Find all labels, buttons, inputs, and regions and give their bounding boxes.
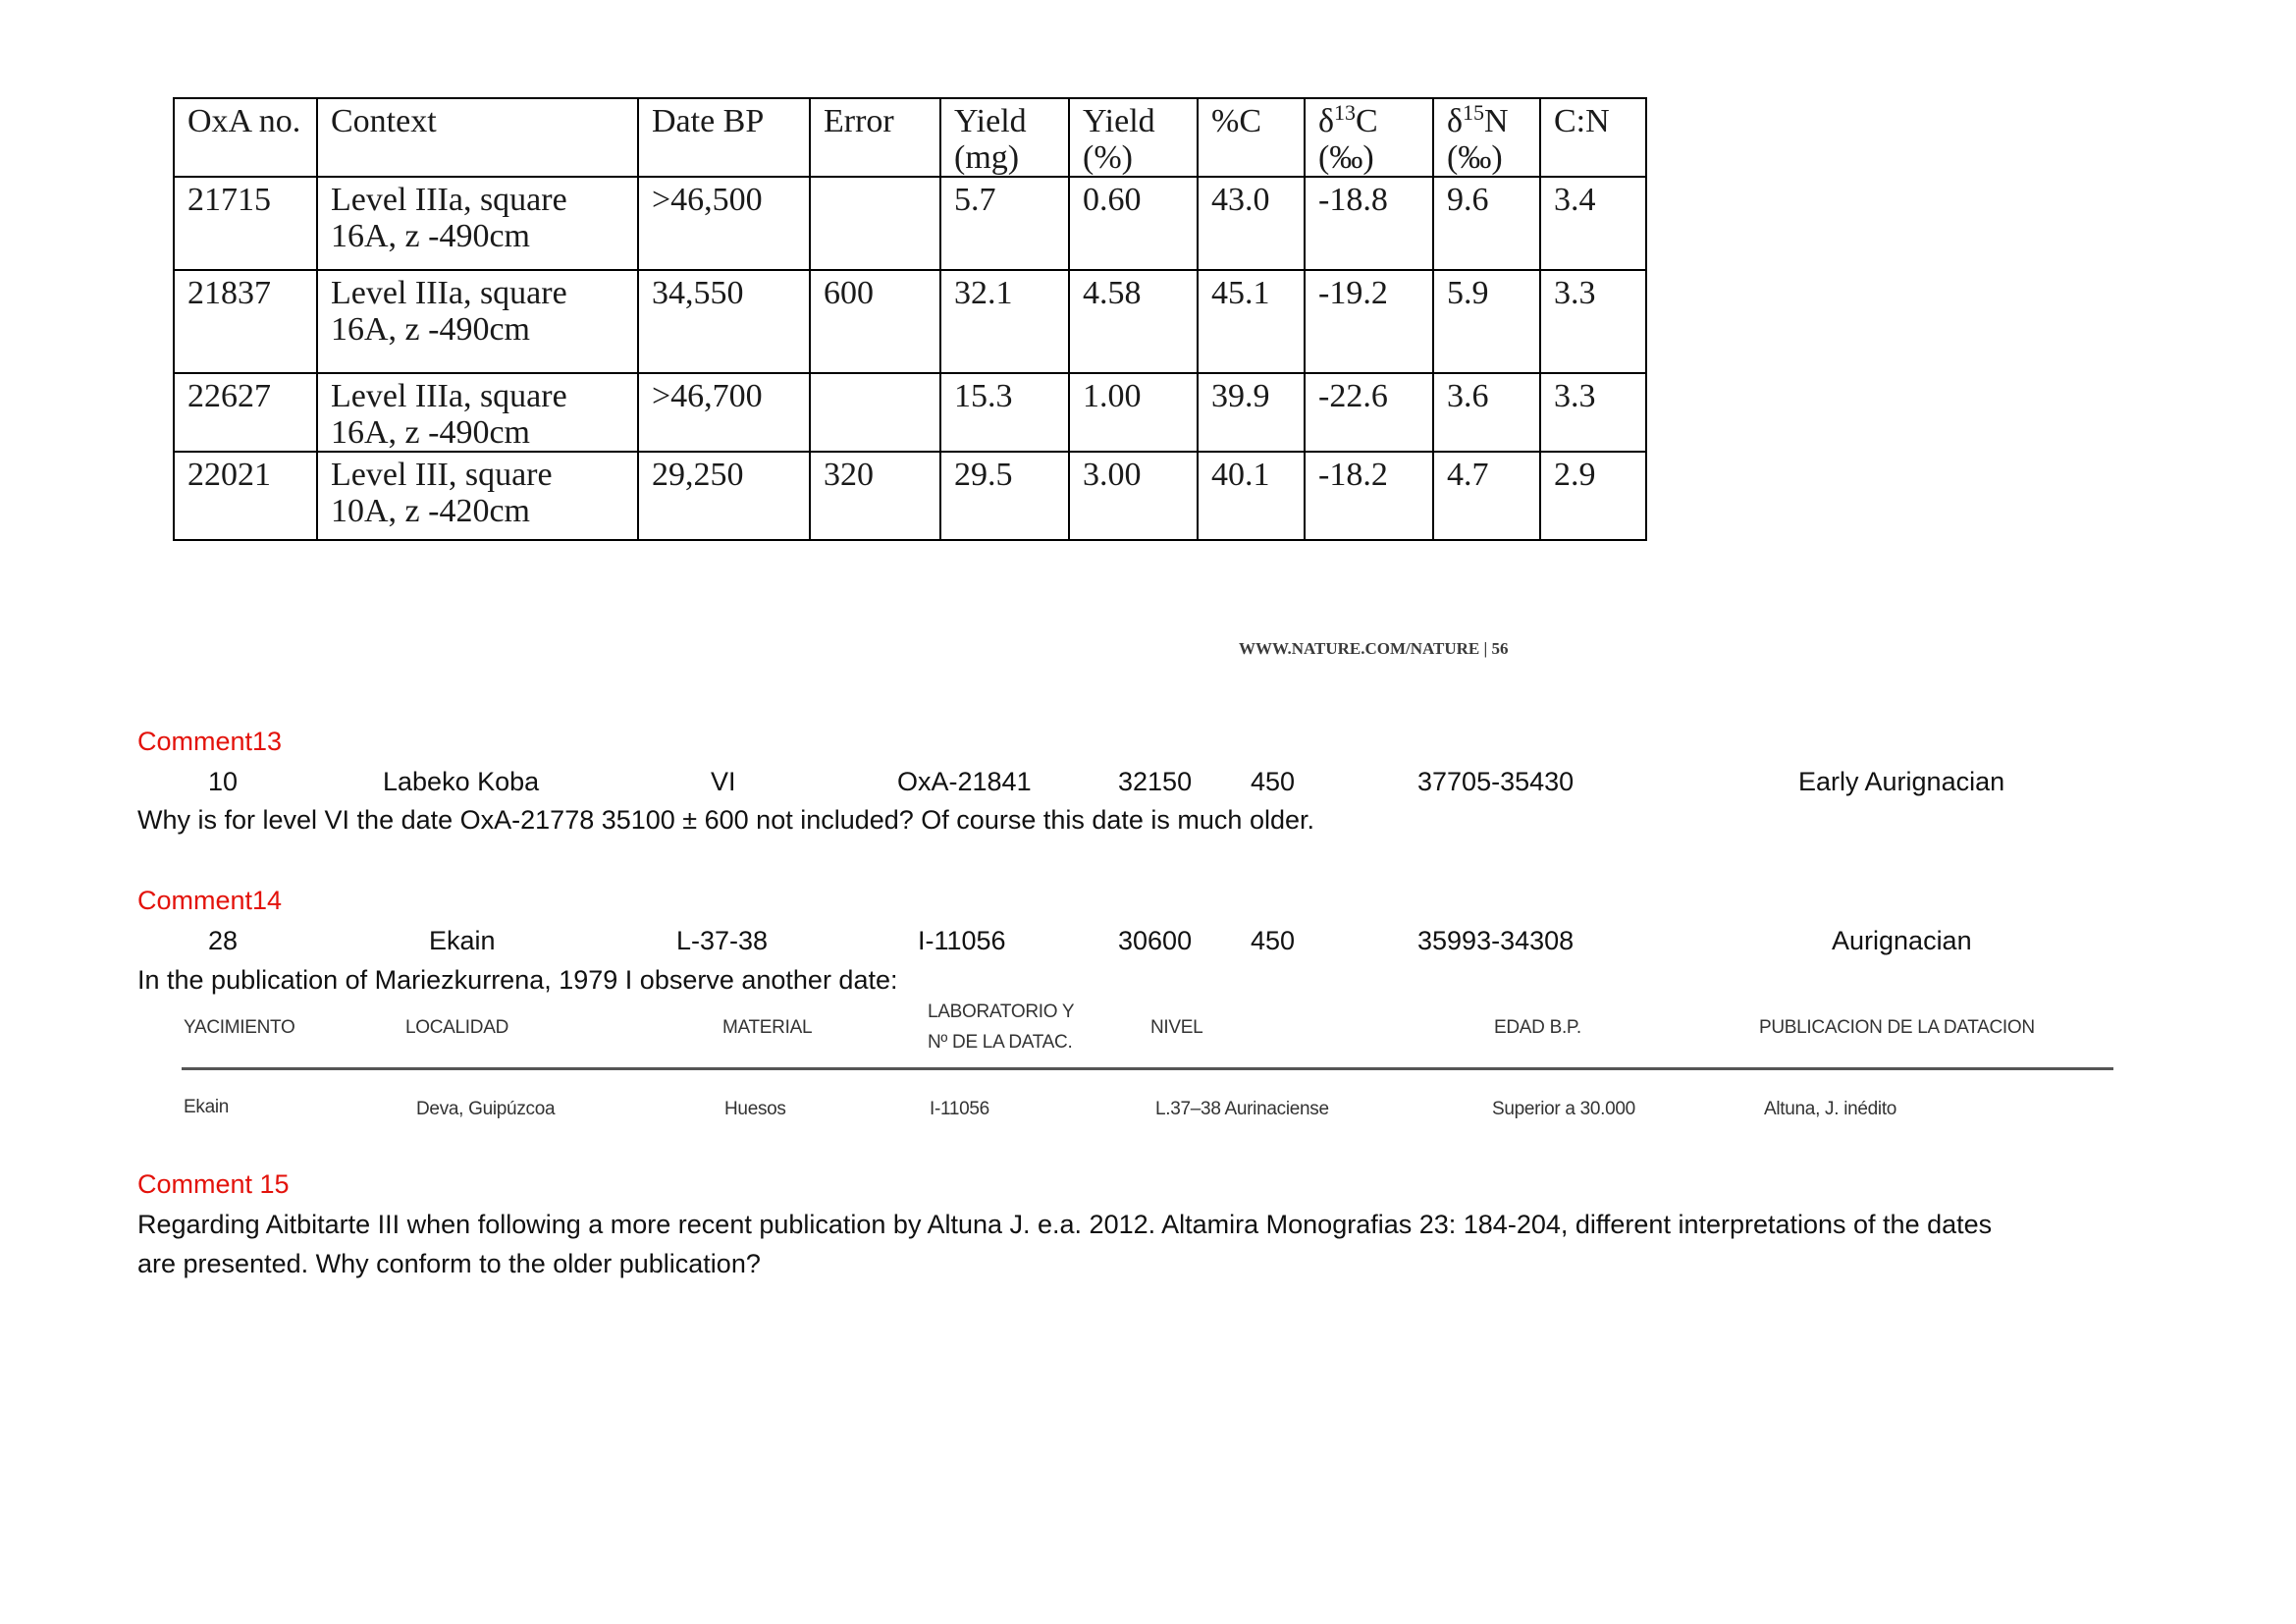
cell-cn: 3.4	[1540, 177, 1646, 270]
journal-footer: WWW.NATURE.COM/NATURE | 56	[1239, 639, 1509, 658]
cell-pct-c: 40.1	[1198, 452, 1305, 540]
cell-laboratorio: I-11056	[930, 1099, 989, 1119]
cell-date: >46,700	[638, 373, 810, 452]
cell-pct-c: 39.9	[1198, 373, 1305, 452]
radiocarbon-table	[173, 97, 1647, 541]
cell-context: Level IIIa, square 16A, z -490cm	[317, 177, 638, 270]
row-cal-range: 37705-35430	[1417, 767, 1575, 796]
cell-yield-pct: 1.00	[1069, 373, 1198, 452]
row-error: 450	[1251, 767, 1296, 796]
cell-date: >46,500	[638, 177, 810, 270]
cell-d13c: -18.2	[1305, 452, 1433, 540]
cell-d15n: 4.7	[1433, 452, 1540, 540]
row-number: 10	[208, 767, 239, 796]
cell-pct-c: 43.0	[1198, 177, 1305, 270]
header-edad: EDAD B.P.	[1494, 1017, 1581, 1038]
cell-localidad: Deva, Guipúzcoa	[416, 1099, 556, 1119]
cell-context: Level III, square 10A, z -420cm	[317, 452, 638, 540]
comment13-text: Why is for level VI the date OxA-21778 35100 ± 600 not included? Of course this date is much older.	[137, 805, 1314, 835]
comment14-text: In the publication of Mariezkurrena, 1979 I observe another date:	[137, 965, 898, 995]
header-yield-mg: Yield (mg)	[940, 98, 1069, 177]
table-header-row	[174, 98, 1646, 177]
cell-yield-pct: 4.58	[1069, 270, 1198, 373]
comment15-heading: Comment 15	[137, 1169, 290, 1199]
cell-yield-pct: 3.00	[1069, 452, 1198, 540]
header-localidad: LOCALIDAD	[405, 1017, 509, 1038]
header-date-bp: Date BP	[638, 98, 810, 177]
comment15-text-line1: Regarding Aitbitarte III when following a more recent publication by Altuna J. e.a. 2012. Altamira Monografias 23: 184-204, different interpretations of the dates	[137, 1210, 1993, 1239]
cell-context: Level IIIa, square 16A, z -490cm	[317, 270, 638, 373]
cell-cn: 3.3	[1540, 270, 1646, 373]
row-site: Ekain	[429, 926, 496, 955]
cell-yield-mg: 32.1	[940, 270, 1069, 373]
cell-error	[810, 177, 940, 270]
header-context: Context	[317, 98, 638, 177]
header-n-datacion: Nº DE LA DATAC.	[928, 1032, 1073, 1053]
cell-oxa: 21715	[174, 177, 317, 270]
header-cn: C:N	[1540, 98, 1646, 177]
header-error: Error	[810, 98, 940, 177]
cell-oxa: 22627	[174, 373, 317, 452]
cell-d15n: 3.6	[1433, 373, 1540, 452]
row-number: 28	[208, 926, 239, 955]
cell-nivel: L.37–38 Aurinaciense	[1155, 1099, 1329, 1119]
cell-publicacion: Altuna, J. inédito	[1764, 1099, 1897, 1119]
comment15-text-line2: are presented. Why conform to the older publication?	[137, 1249, 761, 1278]
header-pct-c: %C	[1198, 98, 1305, 177]
row-level: L-37-38	[676, 926, 769, 955]
header-d13c: $\delta^{13}C$ (‰)	[1305, 98, 1433, 177]
cell-error: 600	[810, 270, 940, 373]
comment14-heading: Comment14	[137, 886, 283, 915]
row-date: 30600	[1118, 926, 1193, 955]
cell-d13c: -19.2	[1305, 270, 1433, 373]
cell-yield-mg: 15.3	[940, 373, 1069, 452]
row-level: VI	[711, 767, 736, 796]
row-site: Labeko Koba	[383, 767, 540, 796]
cell-yacimiento: Ekain	[184, 1097, 230, 1117]
cell-yield-mg: 5.7	[940, 177, 1069, 270]
cell-d13c: -18.8	[1305, 177, 1433, 270]
row-lab-code: I-11056	[918, 926, 1006, 955]
cell-oxa: 22021	[174, 452, 317, 540]
cell-cn: 3.3	[1540, 373, 1646, 452]
table-row	[174, 177, 1646, 270]
cell-d15n: 5.9	[1433, 270, 1540, 373]
table-row	[174, 270, 1646, 373]
header-d15n: $\delta^{15}N$ (‰)	[1433, 98, 1540, 177]
header-nivel: NIVEL	[1150, 1017, 1203, 1038]
cell-d13c: -22.6	[1305, 373, 1433, 452]
cell-pct-c: 45.1	[1198, 270, 1305, 373]
row-error: 450	[1251, 926, 1296, 955]
row-cal-range: 35993-34308	[1417, 926, 1575, 955]
header-publicacion: PUBLICACION DE LA DATACION	[1759, 1017, 2035, 1038]
header-material: MATERIAL	[722, 1017, 813, 1038]
header-laboratorio: LABORATORIO Y	[928, 1001, 1075, 1022]
table-rule	[182, 1067, 2113, 1070]
cell-context: Level IIIa, square 16A, z -490cm	[317, 373, 638, 452]
header-oxa-no: OxA no.	[174, 98, 317, 177]
cell-date: 29,250	[638, 452, 810, 540]
table-row	[174, 452, 1646, 540]
header-yield-pct: Yield (%)	[1069, 98, 1198, 177]
cell-error: 320	[810, 452, 940, 540]
cell-error	[810, 373, 940, 452]
header-yacimiento: YACIMIENTO	[184, 1017, 295, 1038]
row-date: 32150	[1118, 767, 1193, 796]
cell-yield-pct: 0.60	[1069, 177, 1198, 270]
row-culture: Aurignacian	[1832, 926, 1972, 955]
row-culture: Early Aurignacian	[1798, 767, 2005, 796]
cell-edad: Superior a 30.000	[1492, 1099, 1635, 1119]
cell-material: Huesos	[724, 1099, 786, 1119]
row-lab-code: OxA-21841	[897, 767, 1032, 796]
cell-date: 34,550	[638, 270, 810, 373]
table-row	[174, 373, 1646, 452]
cell-d15n: 9.6	[1433, 177, 1540, 270]
cell-yield-mg: 29.5	[940, 452, 1069, 540]
cell-oxa: 21837	[174, 270, 317, 373]
comment13-heading: Comment13	[137, 727, 283, 756]
cell-cn: 2.9	[1540, 452, 1646, 540]
